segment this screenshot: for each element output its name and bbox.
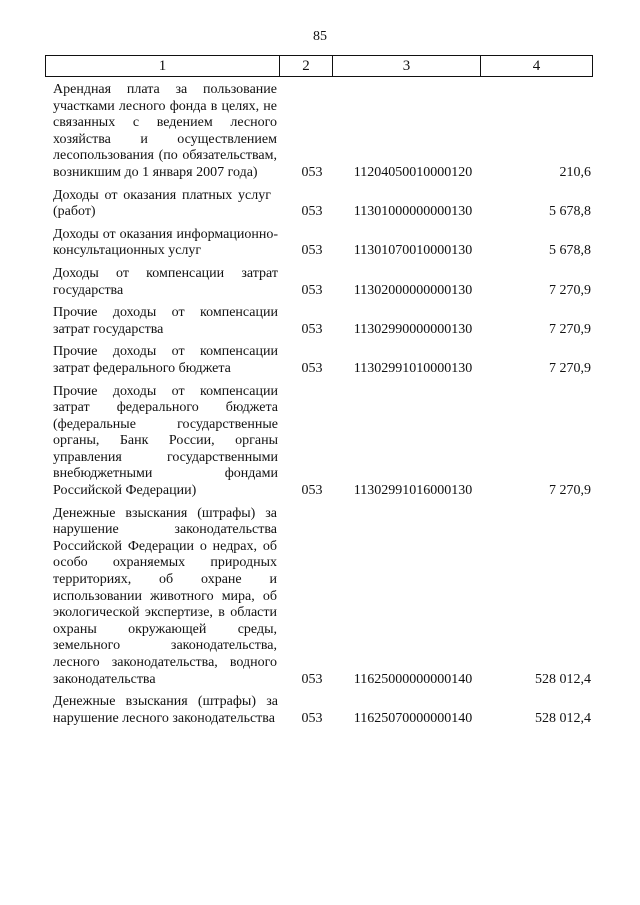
row-amount: 528 012,4 — [535, 710, 591, 726]
row-admin-code: 053 — [301, 483, 323, 499]
row-amount: 7 270,9 — [549, 282, 591, 298]
row-description: Прочие доходы от компенсации затрат федерального бюджета — [53, 344, 278, 376]
row-kbk-code: 11301070010000130 — [353, 243, 473, 259]
row-admin-code: 053 — [301, 710, 323, 726]
row-admin-code: 053 — [301, 282, 323, 298]
row-kbk-code: 11204050010000120 — [353, 164, 473, 180]
table-row — [53, 266, 593, 299]
row-kbk-code: 11625070000000140 — [353, 710, 473, 726]
row-amount: 5 678,8 — [549, 243, 591, 259]
table-row — [53, 227, 593, 260]
table-row — [53, 506, 593, 689]
table-row — [53, 305, 593, 338]
row-kbk-code: 11302990000000130 — [353, 321, 473, 337]
row-kbk-code: 11302000000000130 — [353, 282, 473, 298]
row-admin-code: 053 — [301, 204, 323, 220]
table-row — [53, 188, 593, 221]
row-kbk-code: 11302991010000130 — [353, 360, 473, 376]
row-admin-code: 053 — [301, 243, 323, 259]
header-col-1: 1 — [46, 56, 280, 76]
table-row — [53, 344, 593, 377]
row-amount: 7 270,9 — [549, 360, 591, 376]
row-description: Прочие доходы от компенсации затрат государства — [53, 305, 278, 337]
row-description: Прочие доходы от компенсации затрат федерального бюджета (федеральные государственные органы, Банк России, органы управления государственными внебюджетными фондами Российской Федерации) — [53, 383, 278, 499]
row-description: Доходы от оказания платных услуг (работ) — [53, 187, 271, 220]
table-row — [53, 694, 593, 727]
table-body — [53, 82, 593, 727]
table-row — [53, 82, 593, 182]
row-description: Денежные взыскания (штрафы) за нарушение лесного законодательства — [53, 694, 278, 726]
row-kbk-code: 11301000000000130 — [353, 204, 473, 220]
row-amount: 7 270,9 — [549, 483, 591, 499]
row-amount: 5 678,8 — [549, 204, 591, 220]
row-admin-code: 053 — [301, 360, 323, 376]
row-description: Доходы от компенсации затрат государства — [53, 265, 278, 298]
row-kbk-code: 11302991016000130 — [353, 483, 473, 499]
row-description: Денежные взыскания (штрафы) за нарушение законодательства Российской Федерации о недрах, об особо охраняемых природных территориях, об охране и использовании животного мира, об экологической экспертизе, в области охраны окружающей среды, земельного законодательства, лесного законодательства, водного законодательства — [53, 505, 277, 687]
table-header — [45, 55, 593, 77]
row-admin-code: 053 — [301, 671, 323, 687]
page-number: 85 — [313, 29, 327, 44]
row-amount: 528 012,4 — [535, 671, 591, 687]
row-amount: 210,6 — [559, 164, 591, 180]
row-admin-code: 053 — [301, 164, 323, 180]
row-admin-code: 053 — [301, 321, 323, 337]
row-description: Арендная плата за пользование участками лесного фонда в целях, не связанных с ведением лесного хозяйства и осуществлением лесопользования (по обязательствам, возникшим до 1 января 2007 года) — [53, 82, 277, 180]
header-col-2: 2 — [280, 56, 333, 76]
row-amount: 7 270,9 — [549, 321, 591, 337]
header-col-3: 3 — [333, 56, 481, 76]
header-col-4: 4 — [532, 57, 541, 74]
table-row — [53, 384, 593, 500]
row-description: Доходы от оказания информационно-консультационных услуг — [53, 226, 278, 259]
row-kbk-code: 11625000000000140 — [353, 671, 473, 687]
